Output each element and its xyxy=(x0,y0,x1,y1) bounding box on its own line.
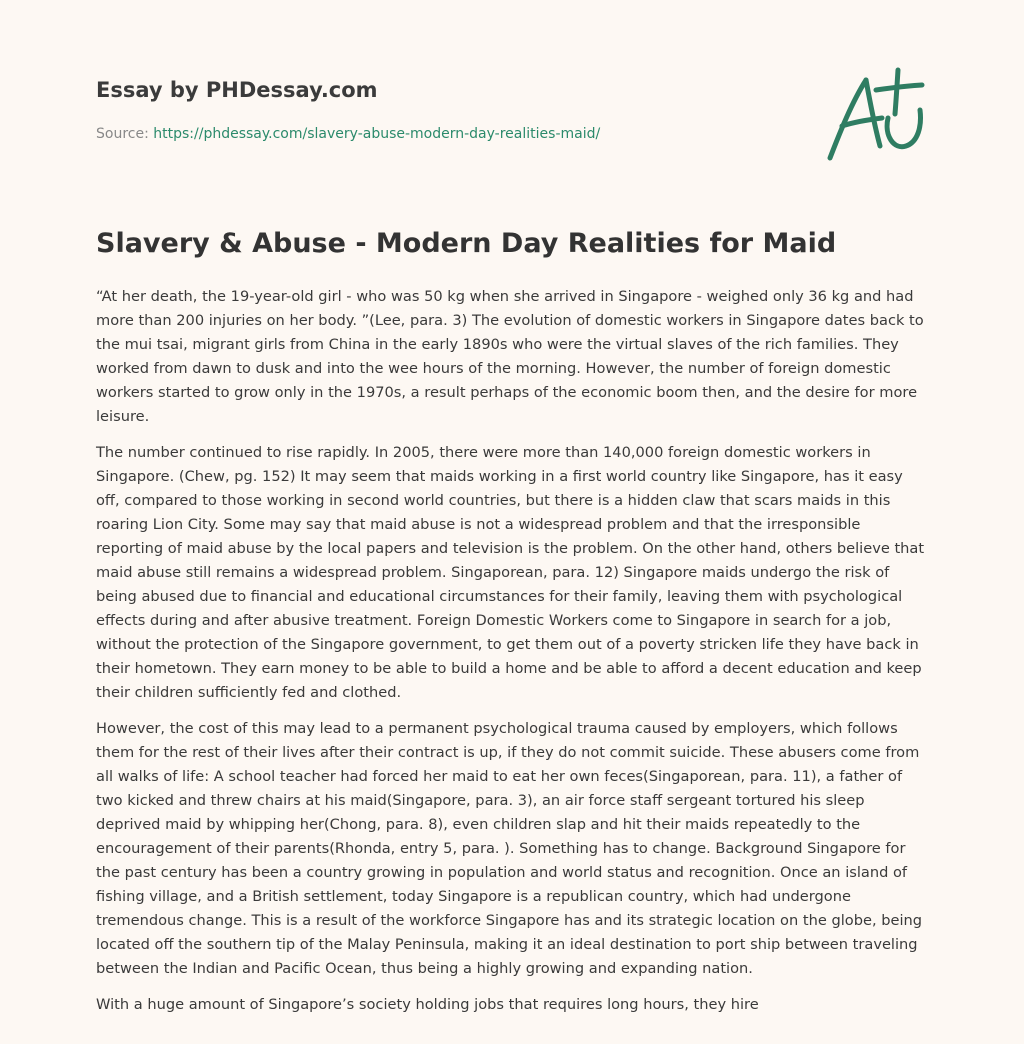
source-link[interactable]: https://phdessay.com/slavery-abuse-modern-day-realities-maid/ xyxy=(153,126,601,142)
a-plus-logo-icon xyxy=(822,66,930,166)
essay-title: Slavery & Abuse - Modern Day Realities for Maid xyxy=(96,228,837,259)
a-plus-logo xyxy=(822,66,930,166)
source-label: Source: xyxy=(96,126,154,142)
essay-paragraph: “At her death, the 19-year-old girl - who was 50 kg when she arrived in Singapore - weighed only 36 kg and had more than 200 injuries on her body. ”(Lee, para. 3) The evolution of domestic workers in Singapore dates back to the mui tsai, migrant girls from China in the early 1890s who were the virtual slaves of the rich families. They worked from dawn to dusk and into the wee hours of the morning. However, the number of foreign domestic workers started to grow only in the 1970s, a result perhaps of the economic boom then, and the desire for more leisure. xyxy=(96,288,924,425)
essay-paragraph: However, the cost of this may lead to a permanent psychological trauma caused by employers, which follows them for the rest of their lives after their contract is up, if they do not commit suicide. These abusers come from all walks of life: A school teacher had forced her maid to eat her own feces(Singaporean, para. 11), a father of two kicked and threw chairs at his maid(Singapore, para. 3), an air force staff sergeant tortured his sleep deprived maid by whipping her(Chong, para. 8), even children slap and hit their maids repeatedly to the encouragement of their parents(Rhonda, entry 5, para. ). Something has to change. Background Singapore for the past century has been a country growing in population and world status and recognition. Once an island of fishing village, and a British settlement, today Singapore is a republican country, which had undergone tremendous change. This is a result of the workforce Singapore has and its strategic location on the globe, being located off the southern tip of the Malay Peninsula, making it an ideal destination to port ship between traveling between the Indian and Pacific Ocean, thus being a highly growing and expanding nation. xyxy=(96,720,923,977)
essay-paragraph: The number continued to rise rapidly. In 2005, there were more than 140,000 foreign domestic workers in Singapore. (Chew, pg. 152) It may seem that maids working in a first world country like Singapore, has it easy off, compared to those working in second world countries, but there is a hidden claw that scars maids in this roaring Lion City. Some may say that maid abuse is not a widespread problem and that the irresponsible reporting of maid abuse by the local papers and television is the problem. On the other hand, others believe that maid abuse still remains a widespread problem. Singaporean, para. 12) Singapore maids undergo the risk of being abused due to financial and educational circumstances for their family, leaving them with psychological effects during and after abusive treatment. Foreign Domestic Workers come to Singapore in search for a job, without the protection of the Singapore government, to get them out of a poverty stricken life they have back in their hometown. They earn money to be able to build a home and be able to afford a decent education and keep their children sufficiently fed and clothed. xyxy=(96,444,925,701)
essay-paragraph: With a huge amount of Singapore’s society holding jobs that requires long hours, they hire xyxy=(96,996,759,1013)
site-brand: Essay by PHDessay.com xyxy=(96,78,378,102)
source-line xyxy=(96,124,796,144)
essay-body xyxy=(96,285,928,1029)
essay-header xyxy=(96,76,796,144)
